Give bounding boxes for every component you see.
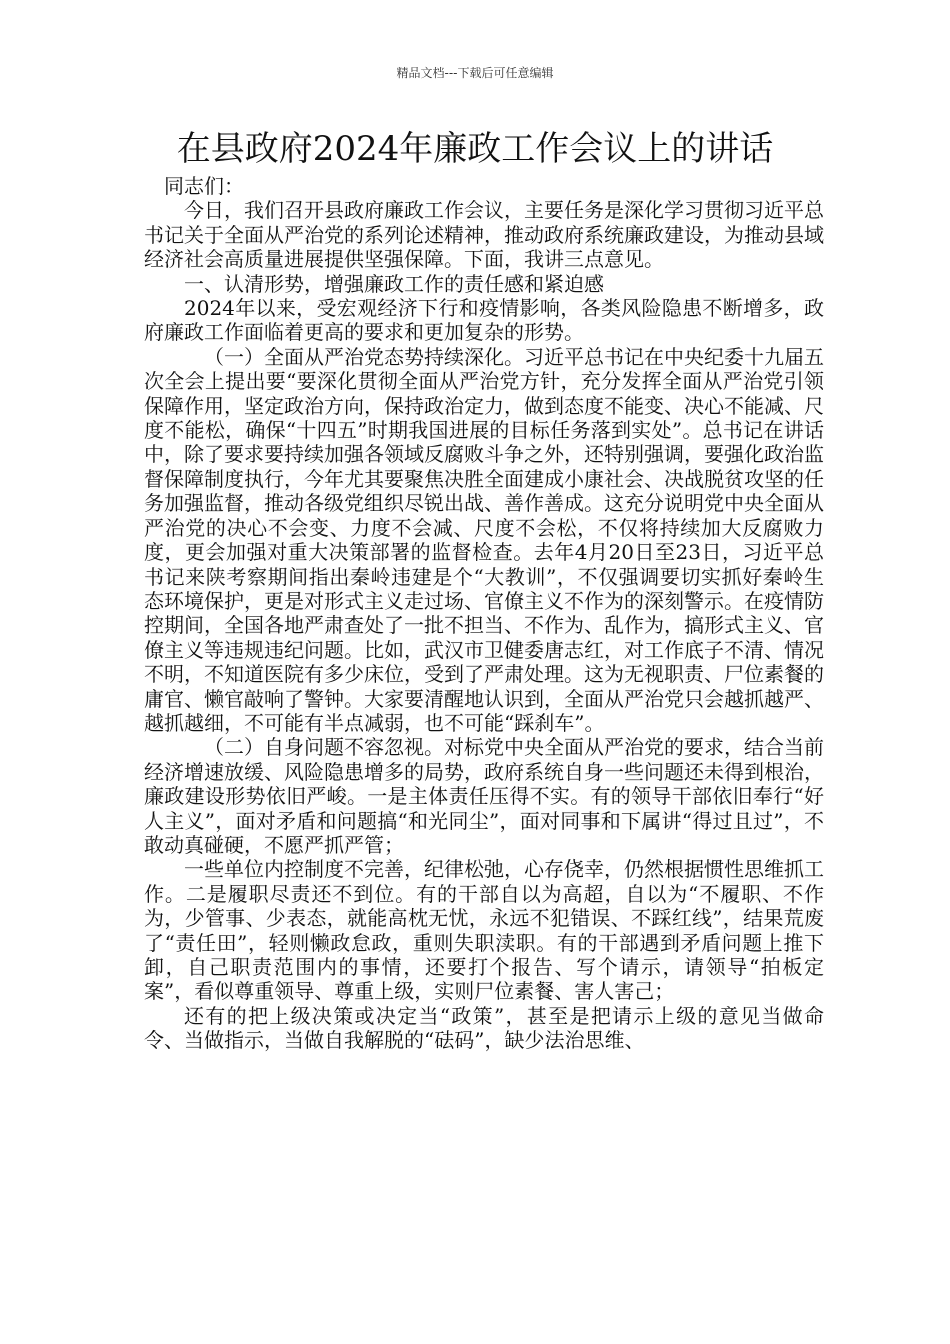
body-paragraph: 一些单位内控制度不完善，纪律松弛，心存侥幸，仍然根据惯性思维抓工作。二是履职尽责还不到位。有的干部自以为高超，自以为“不履职、不作为，少管事、少表态，就能高枕无忧，永远不犯错误、不踩红线”，结果荒废了“责任田”，轻则懒政怠政，重则失职渎职。有的干部遇到矛盾问题上推下卸，自己职责范围内的事情，还要打个报告、写个请示，请领导“拍板定案”，看似尊重领导、尊重上级，实则尸位素餐、害人害己； [144,857,824,1004]
salutation: 同志们： [164,174,244,198]
document-title: 在县政府2024年廉政工作会议上的讲话 [176,129,774,169]
subsection-paragraph-2: （二）自身问题不容忽视。对标党中央全面从严治党的要求，结合当前经济增速放缓、风险隐患增多的局势，政府系统自身一些问题还未得到根治，廉政建设形势依旧严峻。一是主体责任压得不实。有的领导干部依旧奉行“好人主义”，面对矛盾和问题搞“和光同尘”，面对同事和下属讲“得过且过”，不敢动真碰硬，不愿严抓严管； [144,735,824,857]
section-heading-1: 一、认清形势，增强廉政工作的责任感和紧迫感 [184,271,604,296]
intro-paragraph: 今日，我们召开县政府廉政工作会议，主要任务是深化学习贯彻习近平总书记关于全面从严治党的系列论述精神，推动政府系统廉政建设，为推动县域经济社会高质量进展提供坚强保障。下面，我讲三点意见。 [144,198,824,272]
page-header-note: 精品文档---下载后可任意编辑 [396,66,554,80]
body-paragraph: 2024年以来，受宏观经济下行和疫情影响，各类风险隐患不断增多，政府廉政工作面临着更高的要求和更加复杂的形势。 [144,296,824,345]
subsection-paragraph-1: （一）全面从严治党态势持续深化。习近平总书记在中央纪委十九届五次全会上提出要“要深化贯彻全面从严治党方针，充分发挥全面从严治党引领保障作用，坚定政治方向，保持政治定力，做到态度不能变、决心不能减、尺度不能松，确保“十四五”时期我国进展的目标任务落到实处”。总书记在讲话中，除了要求要持续加强各领域反腐败斗争之外，还特别强调，要强化政治监督保障制度执行，今年尤其要聚焦决胜全面建成小康社会、决战脱贫攻坚的任务加强监督，推动各级党组织尽锐出战、善作善成。这充分说明党中央全面从严治党的决心不会变、力度不会减、尺度不会松，不仅将持续加大反腐败力度，更会加强对重大决策部署的监督检查。去年4月20日至23日，习近平总书记来陕考察期间指出秦岭违建是个“大教训”，不仅强调要切实抓好秦岭生态环境保护，更是对形式主义走过场、官僚主义不作为的深刻警示。在疫情防控期间，全国各地严肃查处了一批不担当、不作为、乱作为，搞形式主义、官僚主义等违规违纪问题。比如，武汉市卫健委唐志红，对工作底子不清、情况不明，不知道医院有多少床位，受到了严肃处理。这为无视职责、尸位素餐的庸官、懒官敲响了警钟。大家要清醒地认识到，全面从严治党只会越抓越严、越抓越细，不可能有半点减弱，也不可能“踩刹车”。 [144,344,824,735]
document-body [144,174,824,1053]
body-paragraph: 还有的把上级决策或决定当“政策”，甚至是把请示上级的意见当做命令、当做指示，当做自我解脱的“砝码”，缺少法治思维、 [144,1003,824,1053]
